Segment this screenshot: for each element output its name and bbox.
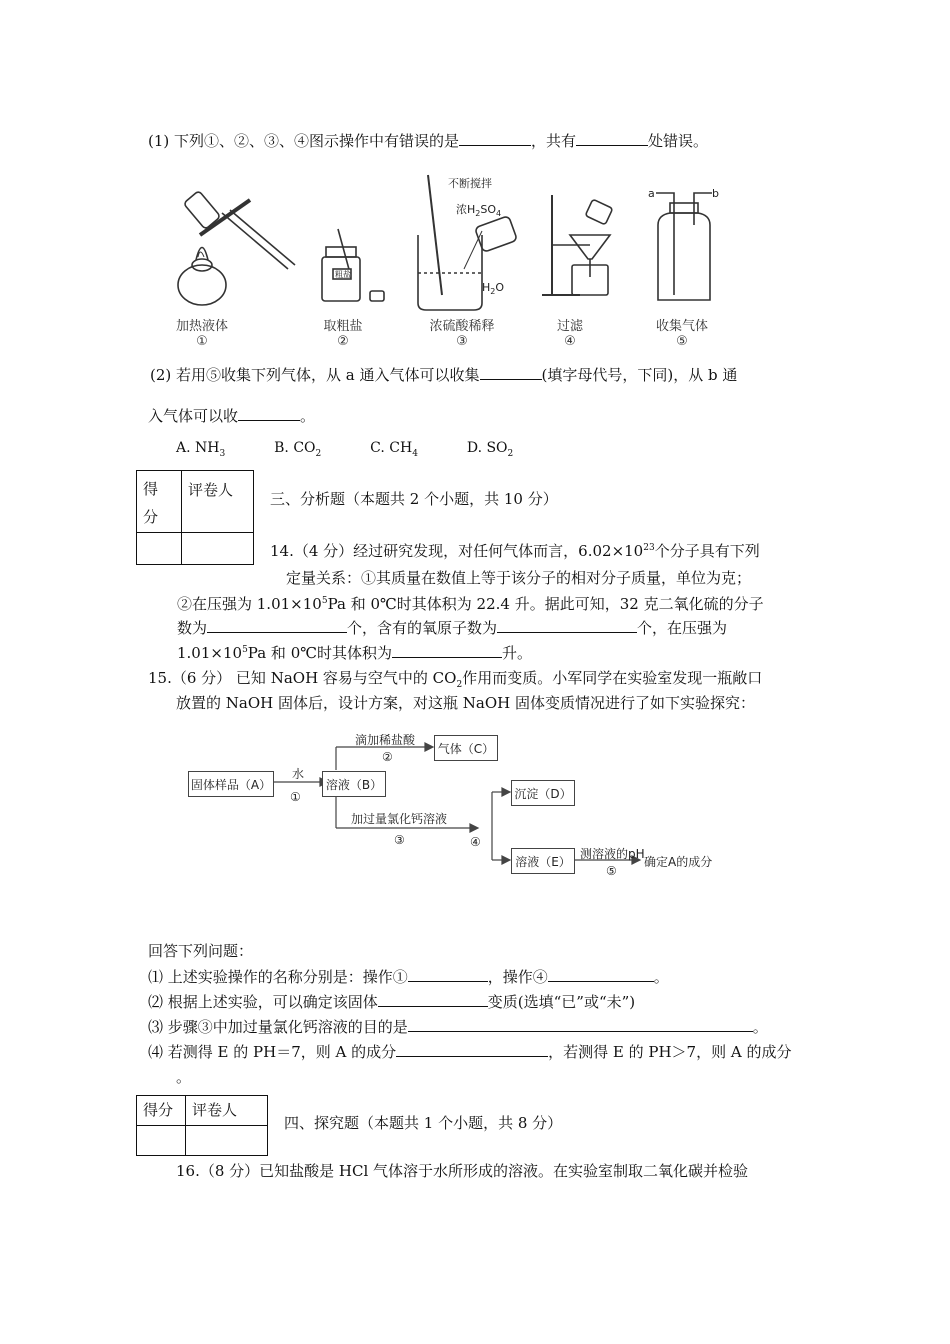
step-5: ⑤ xyxy=(606,864,617,878)
label-salt: 粗盐 xyxy=(335,270,351,279)
answer-blank[interactable] xyxy=(480,365,542,380)
q15-answer-1: ⑴ 上述实验操作的名称分别是：操作① ，操作④ 。 xyxy=(148,968,669,986)
filtration-drawing xyxy=(542,195,613,295)
label-stir: 不断搅拌 xyxy=(448,177,492,190)
label-a: a xyxy=(648,187,655,200)
score-table-section3 xyxy=(136,470,254,565)
label-acid: 浓$H_2SO_4$ xyxy=(456,203,502,218)
answer-blank[interactable] xyxy=(396,1042,548,1057)
box-gas-c: 气体（C） xyxy=(434,735,498,761)
answer-blank[interactable] xyxy=(378,992,488,1007)
caption-5: 收集气体 ⑤ xyxy=(655,319,708,349)
gas-bottle-drawing xyxy=(656,193,712,300)
label-b: b xyxy=(712,187,719,200)
caption-2: 取粗盐 ② xyxy=(323,319,363,349)
q14-line5: $1.01\times 10^5Pa$ 和 0℃时其体积为 升。 xyxy=(177,644,533,662)
q15-line1: 15.（6 分） 已知 NaOH 容易与空气中的 $CO_2$作用而变质。小军同学在实验室发现一瓶敞口 xyxy=(148,669,763,690)
answer-blank[interactable] xyxy=(207,618,347,633)
label-water: 水 xyxy=(292,767,305,781)
q14-line1: 14.（4 分）经过研究发现，对任何气体而言，$6.02\times 10^{23}$个分子具有下列 xyxy=(270,542,760,560)
option-a[interactable]: A. $NH_3$ xyxy=(176,440,226,459)
q13-part2-cont: 入气体可以收 。 xyxy=(148,407,316,425)
score-cell[interactable] xyxy=(137,533,182,565)
box-precipitate-d: 沉淀（D） xyxy=(511,780,575,806)
q14-line4: 数为 个，含有的氧原子数为 个，在压强为 xyxy=(177,619,728,637)
label-result: 确定A的成分 xyxy=(644,855,713,869)
answer-blank[interactable] xyxy=(408,967,488,982)
label-water: $H_2O$ xyxy=(482,281,505,296)
caption-1: 加热液体 ① xyxy=(175,319,228,349)
grader-label: 评卷人 xyxy=(186,1096,268,1126)
grader-cell[interactable] xyxy=(186,1126,268,1156)
step-1: ① xyxy=(290,790,301,804)
step-4: ④ xyxy=(470,835,481,849)
option-d[interactable]: D. $SO_2$ xyxy=(466,440,514,459)
q14-line2: 定量关系：①其质量在数值上等于该分子的相对分子质量，单位为克； xyxy=(286,569,752,587)
q13-options xyxy=(176,440,513,459)
grader-cell[interactable] xyxy=(182,533,254,565)
q15-line2: 放置的 NaOH 固体后，设计方案，对这瓶 NaOH 固体变质情况进行了如下实验探究： xyxy=(176,694,755,712)
score-label: 得 分 xyxy=(137,471,182,533)
option-b[interactable]: B. $CO_2$ xyxy=(274,440,322,459)
q15-answer-4: ⑷ 若测得 E 的 PH＝7，则 A 的成分 ，若测得 E 的 PH＞7，则 A 的成分 xyxy=(148,1043,792,1061)
answer-blank[interactable] xyxy=(576,131,648,146)
q16-line1: 16.（8 分）已知盐酸是 HCl 气体溶于水所形成的溶液。在实验室制取二氧化碳并检验 xyxy=(176,1162,749,1180)
section3-title: 三、分析题（本题共 2 个小题，共 10 分） xyxy=(270,490,558,508)
answer-blank[interactable] xyxy=(548,967,654,982)
caption-4: 过滤 ④ xyxy=(556,319,583,349)
score-label: 得分 xyxy=(137,1096,186,1126)
score-cell[interactable] xyxy=(137,1126,186,1156)
label-measure-ph: 测溶液的pH xyxy=(580,847,645,861)
box-solution-e: 溶液（E） xyxy=(511,848,575,874)
score-table-section4 xyxy=(136,1095,268,1156)
label-add-cacl2: 加过量氯化钙溶液 xyxy=(351,812,448,826)
box-solid-sample: 固体样品（A） xyxy=(188,771,274,797)
grader-label: 评卷人 xyxy=(182,471,254,533)
option-c[interactable]: C. $CH_4$ xyxy=(370,440,418,459)
q14-line3: ②在压强为 $1.01\times 10^5Pa$ 和 0℃时其体积为 22.4 升。据此可知，32 克二氧化硫的分子 xyxy=(177,595,764,613)
answer-blank[interactable] xyxy=(238,406,300,421)
q13-part2: (2) 若用⑤收集下列气体，从 a 通入气体可以收集 (填字母代号，下同)，从 b 通 xyxy=(150,366,738,384)
q13-part1: (1) 下列①、②、③、④图示操作中有错误的是 ，共有 处错误。 xyxy=(148,132,709,150)
q15-answer-4-end: 。 xyxy=(176,1068,192,1086)
answer-blank[interactable] xyxy=(408,1017,753,1032)
box-solution-b: 溶液（B） xyxy=(322,771,386,797)
step-2: ② xyxy=(382,750,393,764)
label-add-hcl: 滴加稀盐酸 xyxy=(355,733,416,747)
q15-answer-intro: 回答下列问题： xyxy=(148,942,254,960)
step-3: ③ xyxy=(394,833,405,847)
heating-liquid-drawing xyxy=(178,191,295,305)
salt-jar-drawing xyxy=(322,229,384,301)
section4-title: 四、探究题（本题共 1 个小题，共 8 分） xyxy=(284,1114,563,1132)
q15-answer-3: ⑶ 步骤③中加过量氯化钙溶液的目的是 。 xyxy=(148,1018,768,1036)
answer-blank[interactable] xyxy=(497,618,637,633)
answer-blank[interactable] xyxy=(392,643,502,658)
q15-answer-2: ⑵ 根据上述实验，可以确定该固体 变质(选填“已”或“未”) xyxy=(148,993,636,1011)
answer-blank[interactable] xyxy=(459,131,531,146)
caption-3: 浓硫酸稀释 ③ xyxy=(429,319,495,349)
